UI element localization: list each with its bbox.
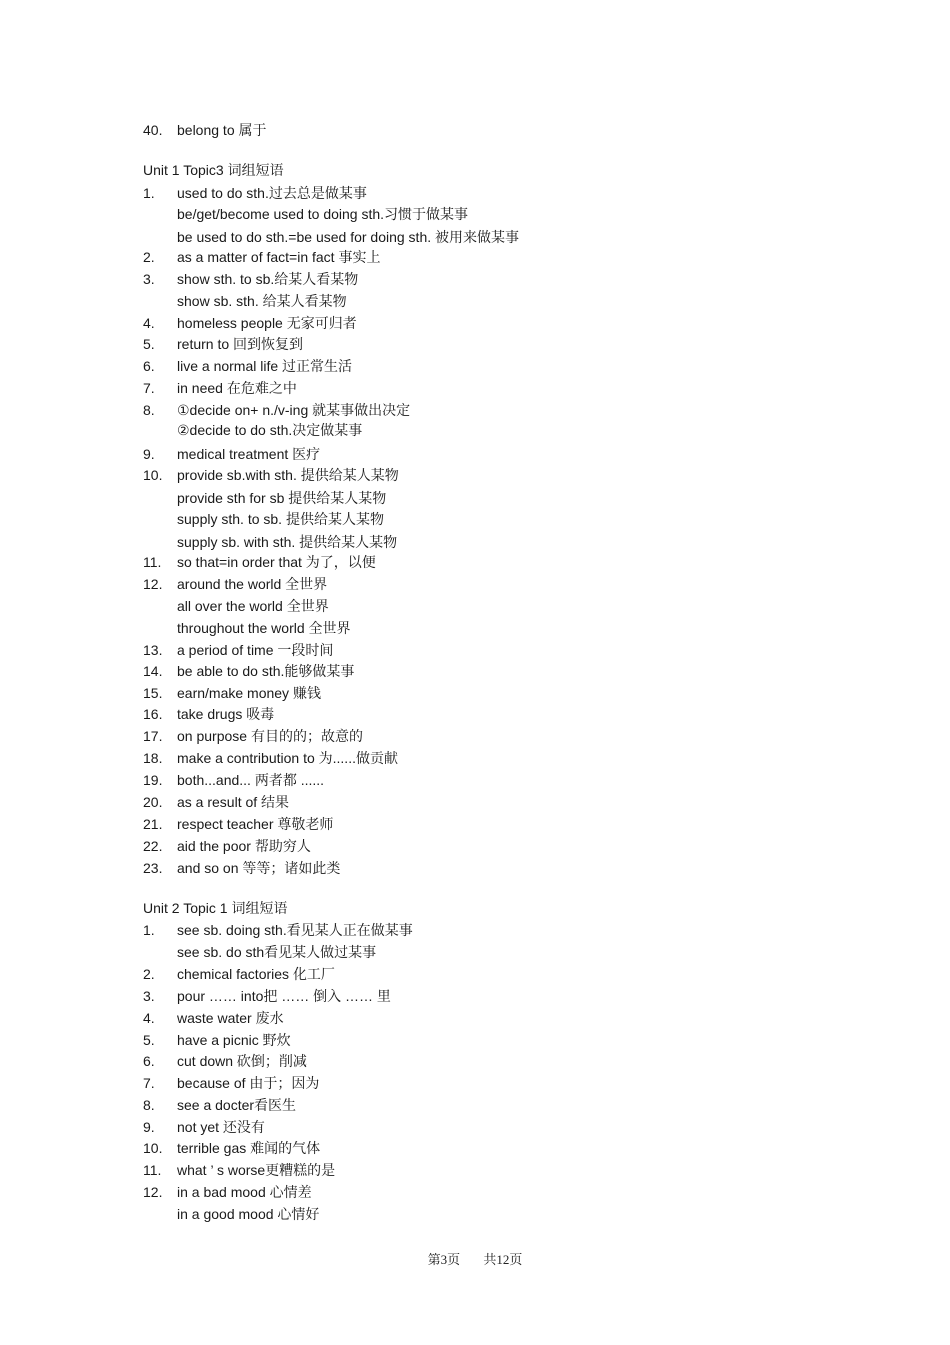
list-item-text: be used to do sth.=be used for doing sth. 被用来做某事 bbox=[177, 229, 520, 245]
list-item-number: 12. bbox=[143, 576, 163, 592]
section-heading-text: Unit 2 Topic 1 词组短语 bbox=[143, 900, 288, 916]
list-item-text: because of 由于；因为 bbox=[177, 1075, 320, 1091]
list-item-number: 10. bbox=[143, 467, 163, 483]
list-item-number: 4. bbox=[143, 1010, 155, 1026]
list-item-text: see a docter看医生 bbox=[177, 1097, 297, 1113]
list-item-text: in a bad mood 心情差 bbox=[177, 1184, 312, 1200]
list-item-number: 5. bbox=[143, 1032, 155, 1048]
list-item-number: 10. bbox=[143, 1140, 163, 1156]
list-item-text: waste water 废水 bbox=[177, 1010, 284, 1026]
list-item-number: 15. bbox=[143, 685, 163, 701]
list-item-number: 3. bbox=[143, 271, 155, 287]
list-item-text: on purpose 有目的的；故意的 bbox=[177, 728, 363, 744]
list-item-text: show sth. to sb.给某人看某物 bbox=[177, 271, 359, 287]
list-item-text: show sb. sth. 给某人看某物 bbox=[177, 293, 347, 309]
list-item-number: 1. bbox=[143, 922, 155, 938]
list-item-text: supply sth. to sb. 提供给某人某物 bbox=[177, 511, 384, 527]
list-item-text: chemical factories 化工厂 bbox=[177, 966, 335, 982]
list-item-text: all over the world 全世界 bbox=[177, 598, 329, 614]
list-item-text: see sb. do sth看见某人做过某事 bbox=[177, 944, 377, 960]
list-item-number: 19. bbox=[143, 772, 163, 788]
list-item-text: and so on 等等；诸如此类 bbox=[177, 860, 341, 876]
list-item-number: 9. bbox=[143, 446, 155, 462]
list-item-number: 40. bbox=[143, 122, 163, 138]
list-item-text: ①decide on+ n./v-ing 就某事做出决定 bbox=[177, 402, 411, 418]
list-item-text: in a good mood 心情好 bbox=[177, 1206, 320, 1222]
list-item-number: 13. bbox=[143, 642, 163, 658]
list-item-text: as a matter of fact=in fact 事实上 bbox=[177, 249, 381, 265]
list-item-text: earn/make money 赚钱 bbox=[177, 685, 321, 701]
list-item-text: return to 回到恢复到 bbox=[177, 336, 304, 352]
list-item-number: 21. bbox=[143, 816, 163, 832]
list-item-number: 3. bbox=[143, 988, 155, 1004]
list-item-text: around the world 全世界 bbox=[177, 576, 328, 592]
list-item-text: not yet 还没有 bbox=[177, 1119, 265, 1135]
list-item-number: 5. bbox=[143, 336, 155, 352]
list-item-number: 7. bbox=[143, 380, 155, 396]
list-item-text: be able to do sth.能够做某事 bbox=[177, 663, 355, 679]
list-item-text: see sb. doing sth.看见某人正在做某事 bbox=[177, 922, 413, 938]
list-item-number: 2. bbox=[143, 249, 155, 265]
list-item-text: cut down 砍倒；削减 bbox=[177, 1053, 307, 1069]
list-item-text: provide sth for sb 提供给某人某物 bbox=[177, 490, 387, 506]
list-item-number: 6. bbox=[143, 1053, 155, 1069]
list-item-number: 16. bbox=[143, 706, 163, 722]
list-item-text: what ’ s worse更糟糕的是 bbox=[177, 1162, 336, 1178]
list-item-number: 4. bbox=[143, 315, 155, 331]
list-item-number: 2. bbox=[143, 966, 155, 982]
list-item-number: 17. bbox=[143, 728, 163, 744]
list-item-number: 14. bbox=[143, 663, 163, 679]
list-item-text: aid the poor 帮助穷人 bbox=[177, 838, 311, 854]
list-item-text: homeless people 无家可归者 bbox=[177, 315, 357, 331]
page-number: 第3页 bbox=[427, 1252, 461, 1267]
page-total: 共12页 bbox=[483, 1252, 523, 1267]
list-item-text: as a result of 结果 bbox=[177, 794, 290, 810]
list-item-text: medical treatment 医疗 bbox=[177, 446, 321, 462]
list-item-number: 8. bbox=[143, 1097, 155, 1113]
list-item-number: 18. bbox=[143, 750, 163, 766]
list-item-text: provide sb.with sth. 提供给某人某物 bbox=[177, 467, 399, 483]
list-item-text: supply sb. with sth. 提供给某人某物 bbox=[177, 534, 398, 550]
list-item-text: belong to 属于 bbox=[177, 122, 267, 138]
list-item-number: 11. bbox=[143, 554, 162, 570]
list-item-text: used to do sth.过去总是做某事 bbox=[177, 185, 367, 201]
section-heading-text: Unit 1 Topic3 词组短语 bbox=[143, 162, 284, 178]
list-item-text: respect teacher 尊敬老师 bbox=[177, 816, 334, 832]
list-item-number: 20. bbox=[143, 794, 163, 810]
list-item-text: both...and... 两者都 ...... bbox=[177, 772, 325, 788]
list-item-text: throughout the world 全世界 bbox=[177, 620, 351, 636]
list-item-number: 23. bbox=[143, 860, 163, 876]
list-item-number: 8. bbox=[143, 402, 155, 418]
list-item-number: 12. bbox=[143, 1184, 163, 1200]
list-item-text: be/get/become used to doing sth.习惯于做某事 bbox=[177, 206, 469, 222]
list-item-text: in need 在危难之中 bbox=[177, 380, 297, 396]
list-item-number: 11. bbox=[143, 1162, 162, 1178]
list-item-text: take drugs 吸毒 bbox=[177, 706, 275, 722]
list-item-text: terrible gas 难闻的气体 bbox=[177, 1140, 321, 1156]
list-item-text: live a normal life 过正常生活 bbox=[177, 358, 353, 374]
list-item-text: have a picnic 野炊 bbox=[177, 1032, 291, 1048]
list-item-text: a period of time 一段时间 bbox=[177, 642, 334, 658]
list-item-number: 7. bbox=[143, 1075, 155, 1091]
list-item-number: 22. bbox=[143, 838, 163, 854]
list-item-text: make a contribution to 为......做贡献 bbox=[177, 750, 398, 766]
list-item-number: 9. bbox=[143, 1119, 155, 1135]
list-item-text: pour …… into把 …… 倒入 …… 里 bbox=[177, 988, 391, 1004]
page-footer bbox=[0, 1249, 950, 1268]
list-item-text: so that=in order that 为了，以便 bbox=[177, 554, 376, 570]
list-item-number: 1. bbox=[143, 185, 155, 201]
list-item-text: ②decide to do sth.决定做某事 bbox=[177, 422, 363, 438]
list-item-number: 6. bbox=[143, 358, 155, 374]
